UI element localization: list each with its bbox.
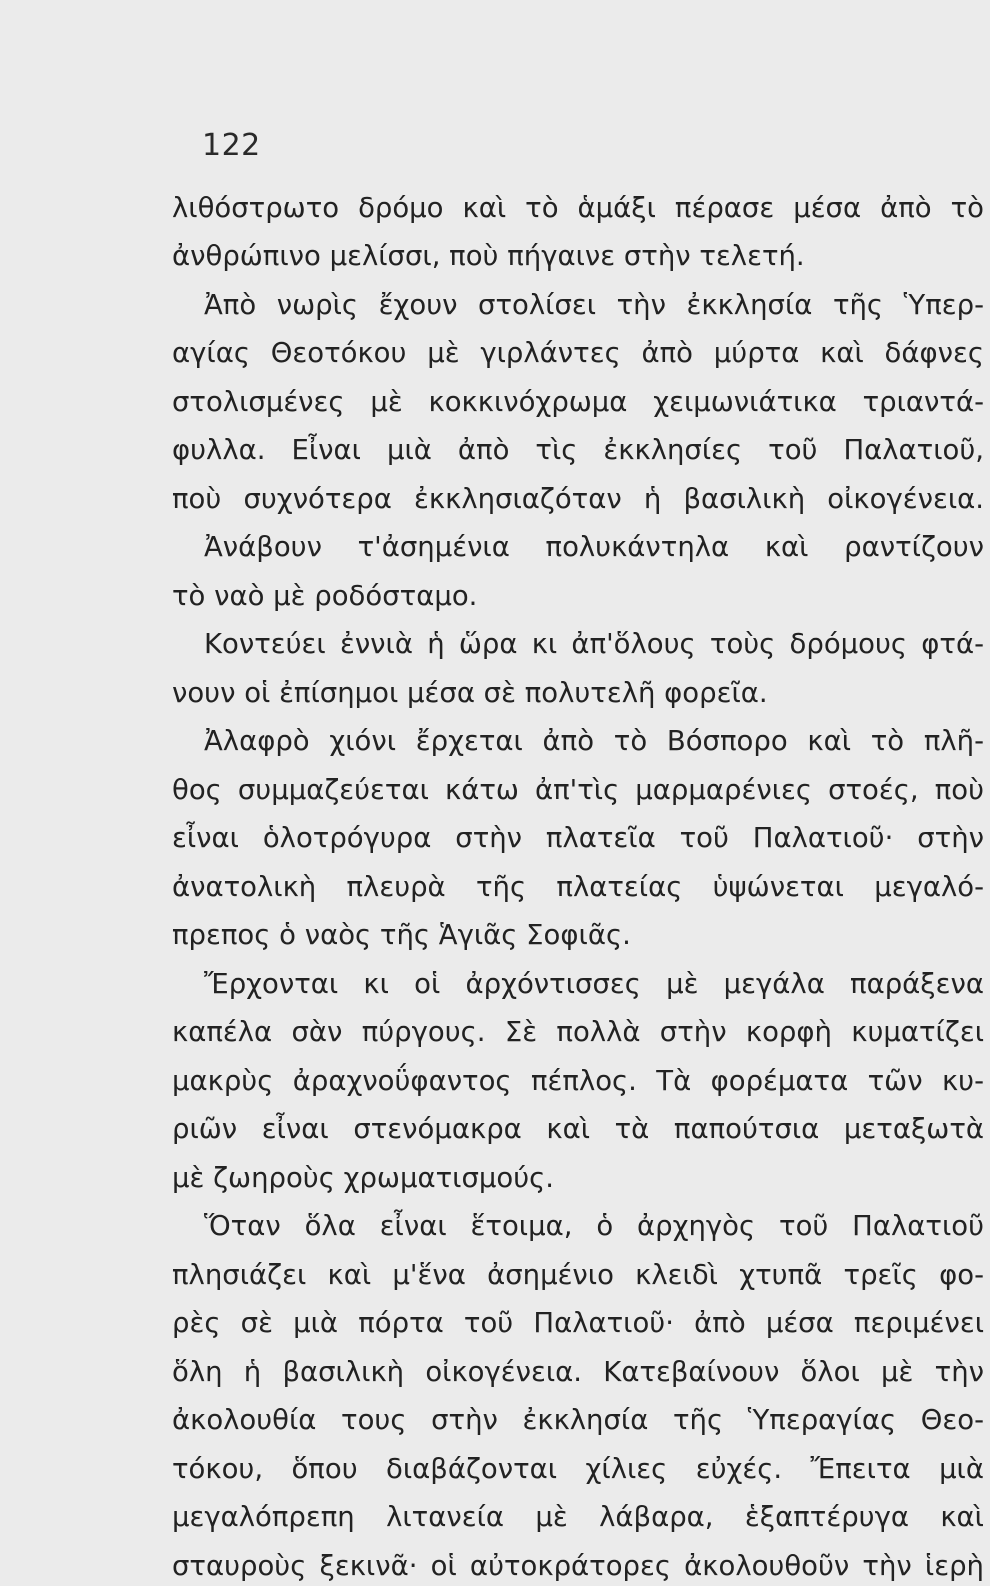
- text-line: ἀνθρώπινο μελίσσι, ποὺ πήγαινε στὴν τελετή.: [172, 240, 805, 272]
- text-line: Ὅταν ὅλα εἶναι ἕτοιμα, ὁ ἀρχηγὸς τοῦ Παλατιοῦ: [204, 1210, 984, 1242]
- text-line: ἀκολουθία τους στὴν ἐκκλησία τῆς Ὑπεραγίας Θεο-: [172, 1404, 984, 1436]
- text-line: πλησιάζει καὶ μ'ἕνα ἀσημένιο κλειδὶ χτυπᾶ τρεῖς φο-: [172, 1259, 984, 1291]
- text-line: τόκου, ὅπου διαβάζονται χίλιες εὐχές. Ἔπειτα μιὰ: [172, 1453, 984, 1485]
- text-line: νουν οἱ ἐπίσημοι μέσα σὲ πολυτελῆ φορεῖα.: [172, 677, 768, 709]
- text-line: Ἀπὸ νωρὶς ἔχουν στολίσει τὴν ἐκκλησία τῆς Ὑπερ-: [204, 289, 984, 321]
- text-line: Ἀνάβουν τ'ἀσημένια πολυκάντηλα καὶ ραντίζουν: [204, 531, 984, 563]
- text-line: μὲ ζωηροὺς χρωματισμούς.: [172, 1162, 554, 1194]
- text-line: αγίας Θεοτόκου μὲ γιρλάντες ἀπὸ μύρτα καὶ δάφνες: [172, 337, 984, 369]
- text-line: Κοντεύει ἐννιὰ ἡ ὥρα κι ἀπ'ὅλους τοὺς δρόμους φτά-: [204, 628, 984, 660]
- text-line: Ἀλαφρὸ χιόνι ἔρχεται ἀπὸ τὸ Βόσπορο καὶ τὸ πλῆ-: [204, 725, 984, 757]
- text-line: ποὺ συχνότερα ἐκκλησιαζόταν ἡ βασιλικὴ οἰκογένεια.: [172, 483, 984, 515]
- text-line: πρεπος ὁ ναὸς τῆς Ἁγιᾶς Σοφιᾶς.: [172, 919, 631, 951]
- text-line: μεγαλόπρεπη λιτανεία μὲ λάβαρα, ἑξαπτέρυγα καὶ: [172, 1501, 984, 1533]
- page-number: 122: [202, 128, 261, 163]
- text-line: ὅλη ἡ βασιλικὴ οἰκογένεια. Κατεβαίνουν ὅλοι μὲ τὴν: [172, 1356, 984, 1388]
- text-line: ρὲς σὲ μιὰ πόρτα τοῦ Παλατιοῦ· ἀπὸ μέσα περιμένει: [172, 1307, 984, 1339]
- text-line: καπέλα σὰν πύργους. Σὲ πολλὰ στὴν κορφὴ κυματίζει: [172, 1016, 984, 1048]
- text-line: Ἔρχονται κι οἱ ἀρχόντισσες μὲ μεγάλα παράξενα: [204, 968, 984, 1000]
- text-line: φυλλα. Εἶναι μιὰ ἀπὸ τὶς ἐκκλησίες τοῦ Παλατιοῦ,: [172, 434, 984, 466]
- text-line: σταυροὺς ξεκινᾶ· οἱ αὐτοκράτορες ἀκολουθοῦν τὴν ἱερὴ: [172, 1550, 984, 1582]
- text-line: θος συμμαζεύεται κάτω ἀπ'τὶς μαρμαρένιες στοές, ποὺ: [172, 774, 984, 806]
- text-line: λιθόστρωτο δρόμο καὶ τὸ ἁμάξι πέρασε μέσα ἀπὸ τὸ: [172, 192, 984, 224]
- text-line: ἀνατολικὴ πλευρὰ τῆς πλατείας ὑψώνεται μεγαλό-: [172, 871, 984, 903]
- text-line: τὸ ναὸ μὲ ροδόσταμο.: [172, 580, 478, 612]
- text-line: εἶναι ὁλοτρόγυρα στὴν πλατεῖα τοῦ Παλατιοῦ· στὴν: [172, 822, 984, 854]
- text-line: στολισμένες μὲ κοκκινόχρωμα χειμωνιάτικα τριαντά-: [172, 386, 984, 418]
- text-line: ριῶν εἶναι στενόμακρα καὶ τὰ παπούτσια μεταξωτὰ: [172, 1113, 984, 1145]
- text-line: μακρὺς ἀραχνοΰφαντος πέπλος. Τὰ φορέματα τῶν κυ-: [172, 1065, 984, 1097]
